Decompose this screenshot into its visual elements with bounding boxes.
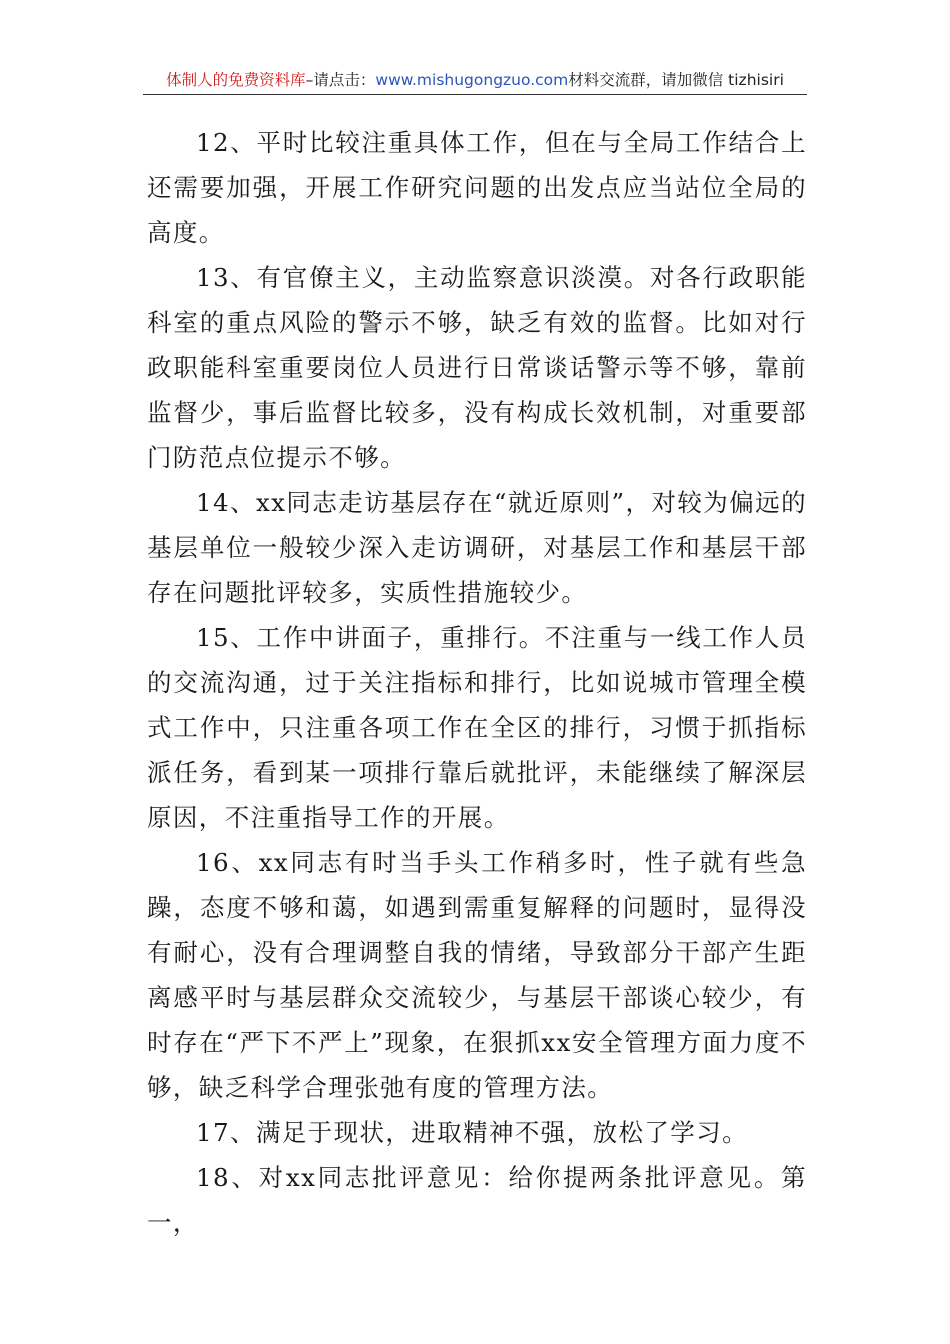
paragraph-18: 18、对xx同志批评意见：给你提两条批评意见。第一， [147,1163,807,1237]
paragraph-12: 12、平时比较注重具体工作，但在与全局工作结合上还需要加强，开展工作研究问题的出发点应当站位全局的高度。 [147,128,807,247]
paragraph-14: 14、xx同志走访基层存在“就近原则”，对较为偏远的基层单位一般较少深入走访调研，对基层工作和基层干部存在问题批评较多，实质性措施较少。 [147,488,807,607]
header-brand: 体制人的免费资料库 [166,71,306,89]
paragraph-17: 17、满足于现状，进取精神不强，放松了学习。 [196,1118,748,1147]
header-url-link[interactable]: www.mishugongzuo.com [375,71,569,89]
page-header [143,68,807,95]
header-separator: –请点击： [305,71,376,89]
paragraph-13: 13、有官僚主义，主动监察意识淡漠。对各行政职能科室的重点风险的警示不够，缺乏有效的监督。比如对行政职能科室重要岗位人员进行日常谈话警示等不够，靠前监督少，事后监督比较多，没有构成长效机制，对重要部门防范点位提示不够。 [147,263,807,472]
paragraph-15: 15、工作中讲面子，重排行。不注重与一线工作人员的交流沟通，过于关注指标和排行，比如说城市管理全模式工作中，只注重各项工作在全区的排行，习惯于抓指标派任务，看到某一项排行靠后就批评，未能继续了解深层原因，不注重指导工作的开展。 [147,623,807,832]
document-body [147,120,807,1245]
header-contact: 材料交流群，请加微信 tizhisiri [568,71,784,89]
paragraph-16: 16、xx同志有时当手头工作稍多时，性子就有些急躁，态度不够和蔼，如遇到需重复解释的问题时，显得没有耐心，没有合理调整自我的情绪，导致部分干部产生距离感平时与基层群众交流较少，与基层干部谈心较少，有时存在“严下不严上”现象，在狠抓xx安全管理方面力度不够，缺乏科学合理张弛有度的管理方法。 [147,848,807,1102]
